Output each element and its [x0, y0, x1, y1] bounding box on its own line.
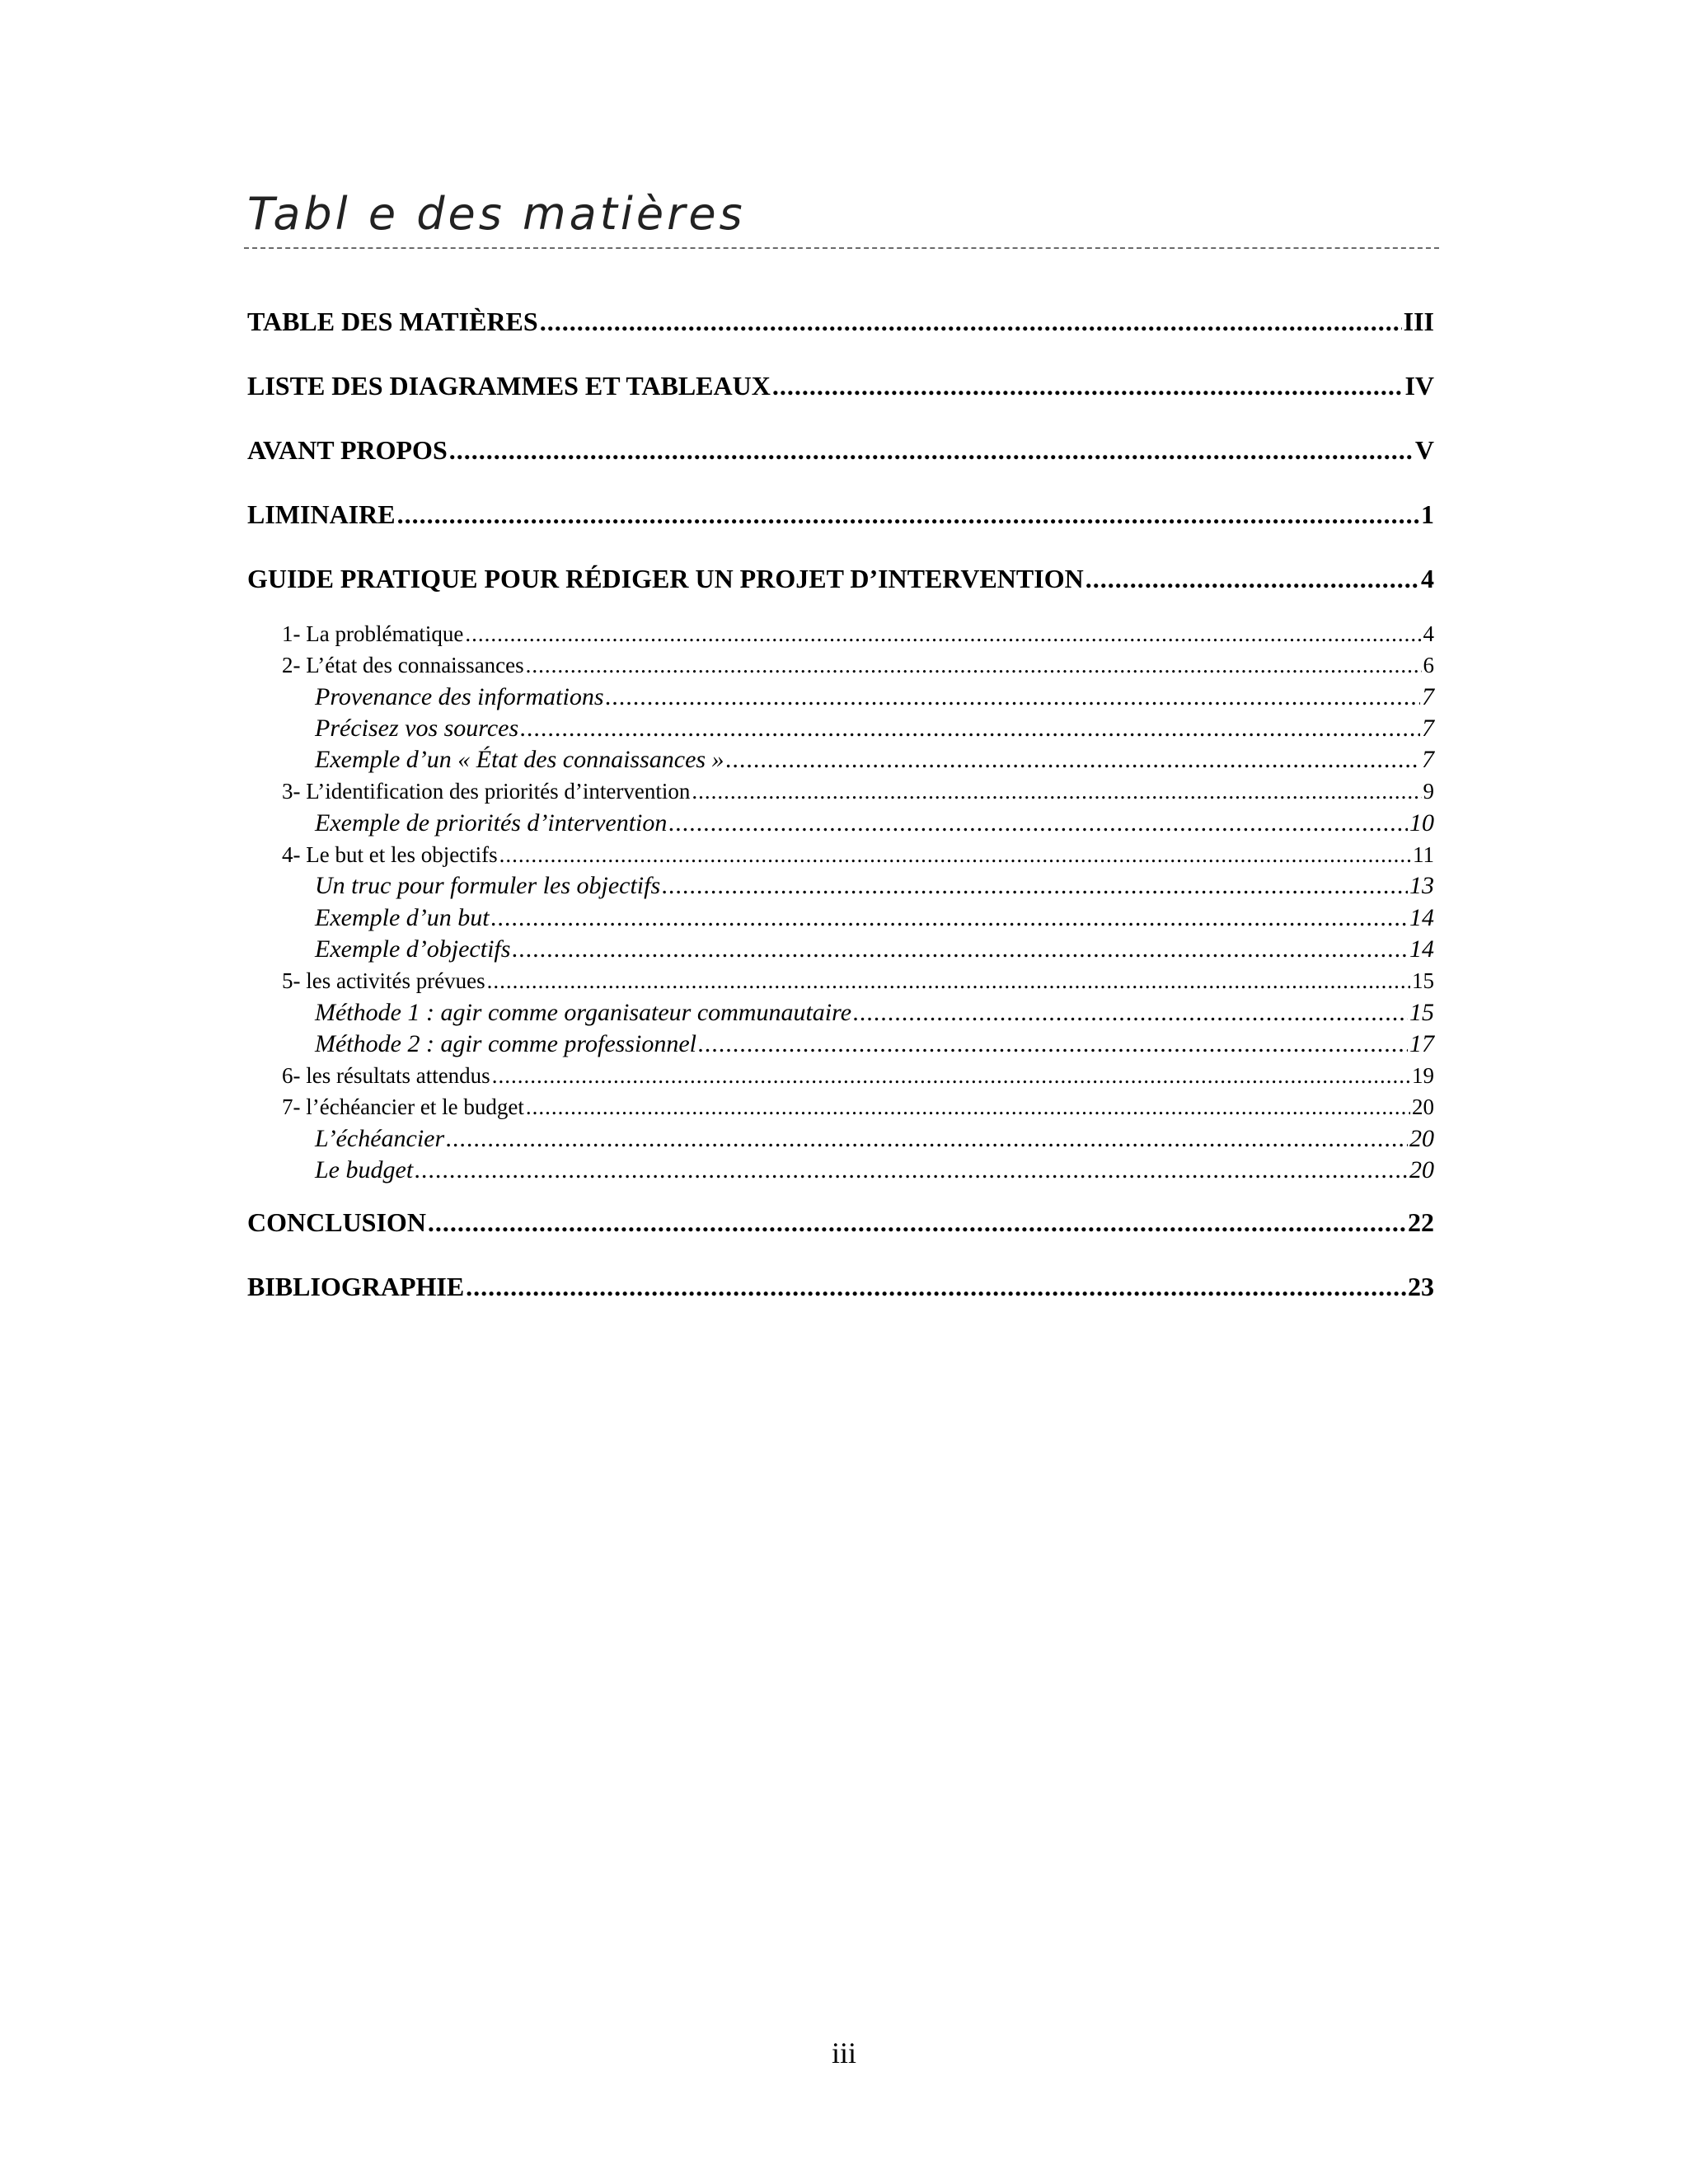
dot-leader [772, 363, 1404, 409]
toc-entry-methode-1[interactable] [247, 997, 1434, 1029]
toc-entry-title: 6- les résultats attendus [282, 1063, 490, 1089]
toc-entry-page: 10 [1409, 808, 1434, 837]
toc-entry-page: 14 [1409, 935, 1434, 963]
dot-leader [1085, 555, 1419, 602]
toc-entry-page: 20 [1409, 1124, 1434, 1152]
dot-leader [491, 902, 1408, 934]
toc-entry-provenance[interactable] [247, 682, 1434, 713]
toc-entry-page: V [1414, 435, 1434, 465]
toc-entry-problematique[interactable] [247, 618, 1434, 649]
toc-entry-page: 1 [1421, 499, 1434, 529]
dot-leader [526, 649, 1422, 681]
toc-entry-table-des-matieres[interactable] [247, 298, 1434, 363]
toc-entry-etat-des-connaissances[interactable] [247, 649, 1434, 681]
page-number: iii [831, 2036, 856, 2069]
toc-entry-guide-pratique[interactable] [247, 555, 1434, 605]
toc-entry-title: 5- les activités prévues [282, 968, 485, 994]
heading-divider [244, 247, 1439, 249]
dot-leader [499, 839, 1411, 870]
toc-entry-page: 20 [1412, 1094, 1434, 1120]
toc-entry-title: Méthode 1 : agir comme organisateur communautaire [315, 998, 852, 1026]
toc-entry-liste-des-diagrammes[interactable] [247, 363, 1434, 427]
toc-entry-title: CONCLUSION [247, 1207, 426, 1238]
dot-leader [487, 965, 1410, 996]
toc-entry-page: 4 [1423, 621, 1434, 646]
toc-entry-page: 7 [1422, 682, 1434, 710]
toc-entry-page: 7 [1422, 714, 1434, 742]
toc-entry-echeancier-budget[interactable] [247, 1091, 1434, 1122]
toc-entry-page: 17 [1409, 1029, 1434, 1057]
toc-entry-title: Précisez vos sources [315, 714, 519, 742]
toc-entry-title: GUIDE PRATIQUE POUR RÉDIGER UN PROJET D’INTERVENTION [247, 564, 1084, 593]
toc-entry-identification-priorites[interactable] [247, 776, 1434, 807]
dot-leader [492, 1060, 1410, 1091]
dot-leader [428, 1199, 1406, 1245]
toc-entry-page: 15 [1409, 998, 1434, 1026]
toc-entry-resultats-attendus[interactable] [247, 1060, 1434, 1091]
toc-entry-page: 20 [1409, 1156, 1434, 1184]
toc-entry-liminaire[interactable] [247, 491, 1434, 555]
toc-entry-title: Provenance des informations [315, 682, 604, 710]
toc-entry-precisez-sources[interactable] [247, 713, 1434, 744]
toc-entry-page: 22 [1408, 1207, 1434, 1238]
toc-entry-title: Exemple d’objectifs [315, 935, 511, 963]
toc-entry-conclusion[interactable] [247, 1199, 1434, 1263]
toc-entry-avant-propos[interactable] [247, 427, 1434, 491]
toc-entry-title: BIBLIOGRAPHIE [247, 1272, 465, 1302]
toc-entry-title: L’échéancier [315, 1124, 445, 1152]
dot-leader [668, 808, 1408, 839]
table-of-contents [247, 298, 1434, 1328]
toc-entry-budget[interactable] [247, 1155, 1434, 1186]
dot-leader [465, 618, 1421, 649]
toc-entry-title: Méthode 2 : agir comme professionnel [315, 1029, 696, 1057]
dot-leader [606, 682, 1421, 713]
toc-entry-page: 4 [1421, 564, 1434, 593]
dot-leader [692, 776, 1421, 807]
toc-entry-title: 7- l’échéancier et le budget [282, 1094, 524, 1120]
toc-entry-title: 1- La problématique [282, 621, 464, 646]
dot-leader [662, 870, 1408, 902]
toc-entry-page: 23 [1408, 1272, 1434, 1302]
dot-leader [698, 1029, 1408, 1060]
toc-entry-echeancier[interactable] [247, 1123, 1434, 1155]
dot-leader [520, 713, 1420, 744]
toc-entry-but-objectifs[interactable] [247, 839, 1434, 870]
toc-entry-title: Exemple d’un but [315, 903, 490, 931]
toc-entry-page: 19 [1412, 1063, 1434, 1089]
dot-leader [512, 934, 1408, 965]
toc-entry-title: LIMINAIRE [247, 499, 396, 529]
toc-entry-page: 13 [1409, 872, 1434, 900]
toc-entry-title: 4- Le but et les objectifs [282, 842, 498, 868]
toc-entry-exemple-etat[interactable] [247, 744, 1434, 776]
toc-entry-title: LISTE DES DIAGRAMMES ET TABLEAUX [247, 371, 771, 401]
dot-leader [397, 491, 1419, 537]
page-title: Tabl e des matières [247, 188, 746, 240]
toc-entry-title: Exemple d’un « État des connaissances » [315, 746, 724, 774]
toc-entry-title: Exemple de priorités d’intervention [315, 808, 668, 837]
toc-entry-page: 11 [1413, 842, 1434, 868]
toc-entry-page: 7 [1422, 746, 1434, 774]
toc-entry-title: 2- L’état des connaissances [282, 653, 524, 678]
toc-entry-exemple-but[interactable] [247, 902, 1434, 934]
dot-leader [726, 744, 1420, 776]
toc-entry-title: Le budget [315, 1156, 414, 1184]
toc-entry-activites-prevues[interactable] [247, 965, 1434, 996]
toc-entry-page: 9 [1423, 779, 1434, 804]
toc-entry-page: 15 [1412, 968, 1434, 994]
toc-entry-exemple-objectifs[interactable] [247, 934, 1434, 965]
toc-entry-exemple-priorites[interactable] [247, 808, 1434, 839]
dot-leader [526, 1091, 1410, 1122]
toc-entry-bibliographie[interactable] [247, 1263, 1434, 1328]
toc-entry-title: Un truc pour formuler les objectifs [315, 872, 661, 900]
toc-entry-page: 14 [1409, 903, 1434, 931]
toc-entry-title: AVANT PROPOS [247, 435, 448, 465]
toc-entry-page: III [1403, 307, 1434, 336]
dot-leader [540, 298, 1402, 344]
toc-entry-title: 3- L’identification des priorités d’intervention [282, 779, 691, 804]
dot-leader [449, 427, 1414, 473]
dot-leader [415, 1155, 1408, 1186]
toc-entry-methode-2[interactable] [247, 1029, 1434, 1060]
toc-entry-page: 6 [1423, 653, 1434, 678]
dot-leader [853, 997, 1408, 1029]
toc-entry-page: IV [1404, 371, 1434, 401]
dot-leader [446, 1123, 1408, 1155]
dot-leader [466, 1263, 1406, 1310]
toc-entry-truc-objectifs[interactable] [247, 870, 1434, 902]
toc-entry-title: TABLE DES MATIÈRES [247, 307, 538, 336]
